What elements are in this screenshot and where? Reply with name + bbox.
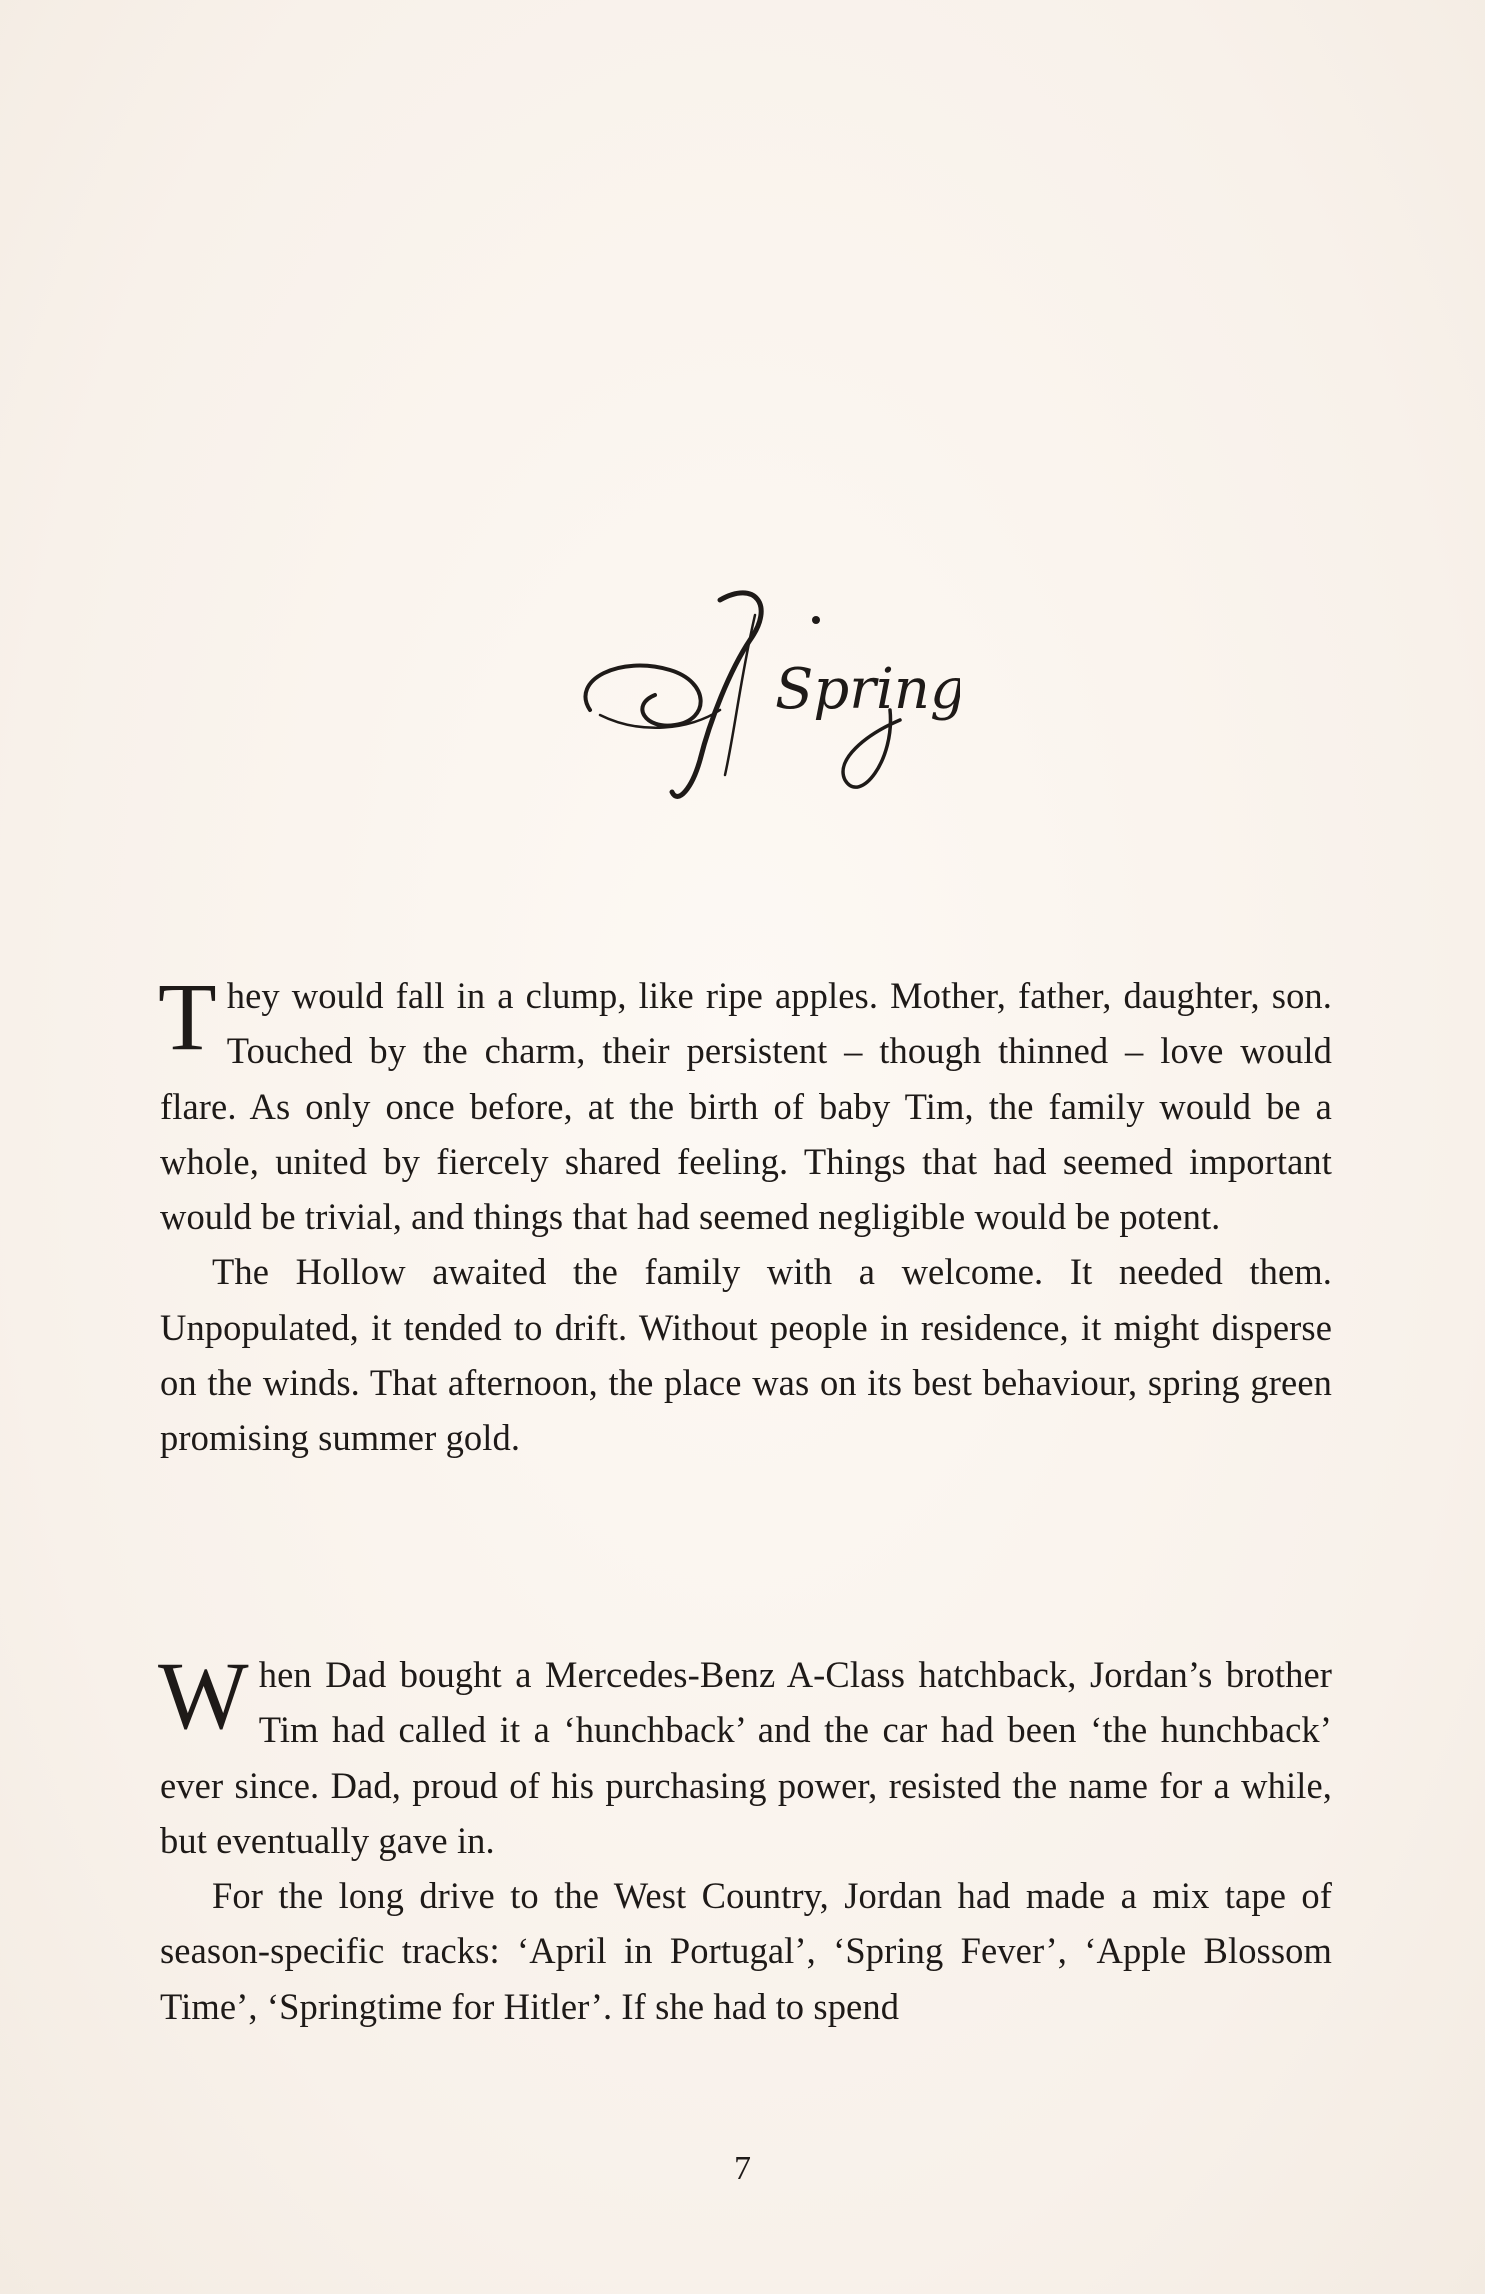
section-two xyxy=(158,1642,1332,2034)
paragraph xyxy=(158,963,1332,1244)
paragraph: For the long drive to the West Country, Jordan had made a mix tape of season-specific tracks: ‘April in Portugal’, ‘Spring Fever’, ‘Apple Blossom Time’, ‘Springtime for Hitler’. If she had to spend xyxy=(160,1875,1332,2027)
chapter-title-calligraphy xyxy=(560,560,960,820)
paragraph xyxy=(158,1642,1332,1868)
paragraph-text: would fall in a clump, like ripe apples. Mother, father, daughter, son. Touched by the charm, their persistent – though thinned – love would flare. As only once before, at the birth of baby Tim, the family would be a whole, united by fiercely shared feeling. Things that had seemed important would be trivial, and things that had seemed negligible would be potent. xyxy=(160,975,1332,1238)
drop-cap: T xyxy=(158,963,217,1070)
paragraph: The Hollow awaited the family with a welcome. It needed them. Unpopulated, it tended to drift. Without people in residence, it might disperse on the winds. That afternoon, the place was on its best behaviour, spring green promising summer gold. xyxy=(160,1251,1332,1459)
lead-word: hey xyxy=(226,975,280,1016)
lead-word: hen xyxy=(258,1654,312,1695)
chapter-title-text: Spring xyxy=(775,657,960,722)
paragraph-text: Dad bought a Mercedes-Benz A-Class hatchback, Jordan’s brother Tim had called it a ‘hunchback’ and the car had been ‘the hunchback’ ever since. Dad, proud of his purchasing power, resisted the name for a while, but eventually gave in. xyxy=(160,1654,1332,1861)
section-one xyxy=(158,963,1332,1466)
drop-cap: W xyxy=(158,1642,249,1749)
chapter-title xyxy=(560,560,960,820)
page-number: 7 xyxy=(734,2150,751,2187)
